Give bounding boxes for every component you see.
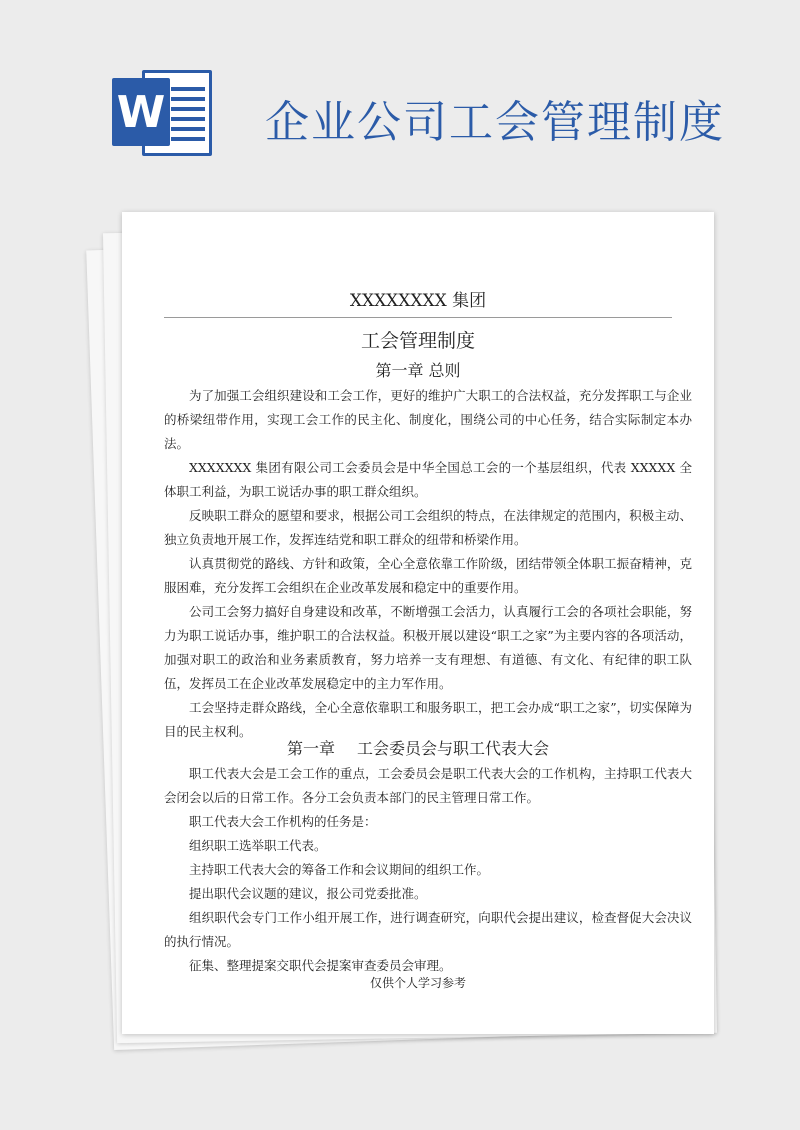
paragraph: 认真贯彻党的路线、方针和政策，全心全意依靠工作阶级，团结带领全体职工振奋精神，克服困难，充分发挥工会组织在企业改革发展和稳定中的重要作用。: [164, 556, 692, 595]
word-document-icon: [112, 70, 212, 156]
document-title: 工会管理制度: [360, 330, 475, 352]
word-w-badge: W: [112, 78, 170, 146]
footnote: 仅供个人学习参考: [369, 976, 466, 990]
chapter-number: 第一章: [286, 739, 335, 758]
paragraph: 组织职代会专门工作小组开展工作，进行调查研究，向职代会提出建议，检查督促大会决议的执行情况。: [164, 910, 692, 949]
paragraph: 组织职工选举职工代表。: [189, 838, 327, 853]
section-general-body: [164, 384, 692, 744]
chapter-heading-general: 第一章 总则: [375, 361, 461, 380]
page-title: 企业公司工会管理制度: [265, 97, 725, 148]
paragraph: 征集、整理提案交职代会提案审查委员会审理。: [189, 958, 452, 973]
chapter-name: 工会委员会与职工代表大会: [357, 739, 550, 758]
paragraph: XXXXXXX 集团有限公司工会委员会是中华全国总工会的一个基层组织，代表 XXXXX 全体职工利益，为职工说话办事的职工群众组织。: [164, 460, 692, 499]
document-org-header: XXXXXXXX 集团: [164, 286, 672, 318]
paragraph: 反映职工群众的愿望和要求，根据公司工会组织的特点，在法律规定的范围内，积极主动、独立负责地开展工作，发挥连结党和职工群众的纽带和桥梁作用。: [164, 508, 692, 547]
paragraph: 工会坚持走群众路线，全心全意依靠职工和服务职工，把工会办成“职工之家”，切实保障为目的民主权利。: [164, 700, 692, 739]
document-page: [122, 212, 714, 1034]
paragraph: 为了加强工会组织建设和工会工作，更好的维护广大职工的合法权益，充分发挥职工与企业的桥梁纽带作用，实现工会工作的民主化、制度化，围绕公司的中心任务，结合实际制定本办法。: [164, 388, 692, 451]
section-committee-body: [164, 762, 692, 978]
chapter-heading-committee: [122, 736, 714, 759]
paragraph: 提出职代会议题的建议，报公司党委批准。: [189, 886, 427, 901]
paragraph: 职工代表大会是工会工作的重点，工会委员会是职工代表大会的工作机构，主持职工代表大会闭会以后的日常工作。各分工会负责本部门的民主管理日常工作。: [164, 766, 692, 805]
paragraph: 公司工会努力搞好自身建设和改革，不断增强工会活力，认真履行工会的各项社会职能，努力为职工说话办事，维护职工的合法权益。积极开展以建设“职工之家”为主要内容的各项活动，加强对职工的政治和业务素质教育，努力培养一支有理想、有道德、有文化、有纪律的职工队伍，发挥员工在企业改革发展稳定中的主力军作用。: [164, 604, 692, 691]
paragraph: 主持职工代表大会的筹备工作和会议期间的组织工作。: [189, 862, 490, 877]
paragraph: 职工代表大会工作机构的任务是：: [189, 814, 377, 829]
